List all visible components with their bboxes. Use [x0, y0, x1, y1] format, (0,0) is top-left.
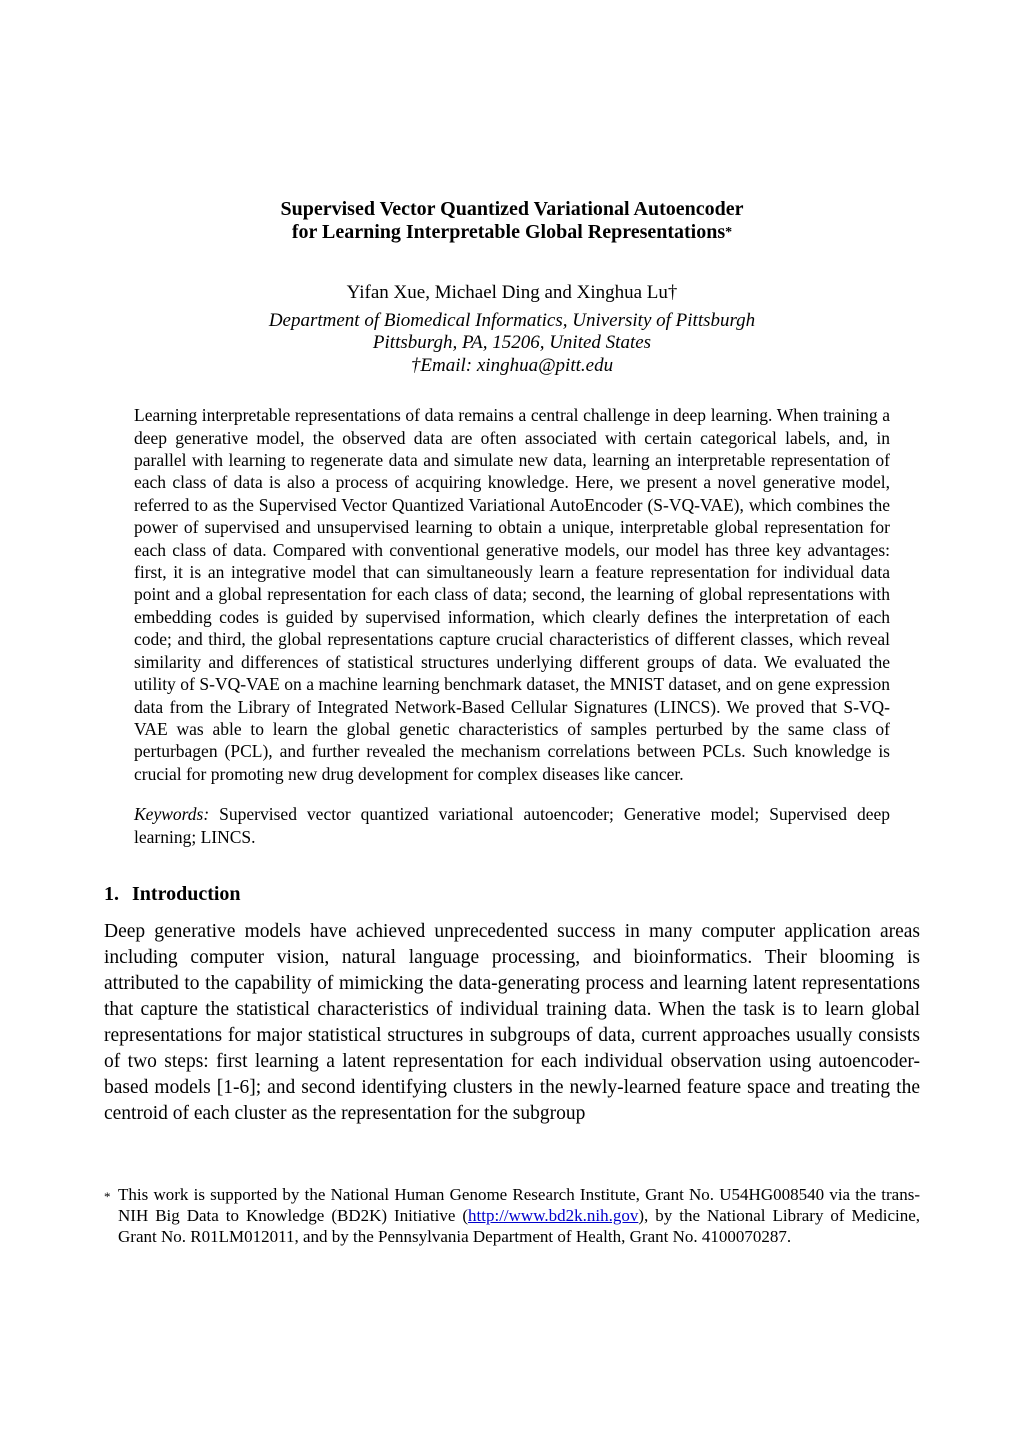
keywords [134, 803, 890, 849]
title-footnote-marker: * [725, 225, 733, 240]
affiliation-email: †Email: xinghua@pitt.edu [410, 354, 614, 376]
authors-line: Yifan Xue, Michael Ding and Xinghua Lu† [346, 282, 678, 303]
footnote-marker: * [104, 1189, 111, 1204]
footnote-text-before: This work is supported by the National Human Genome Research Institute, Grant No. U54HG008540 via the trans-NIH Big Data to Knowledge (BD2K) Initiative ( [118, 1185, 920, 1225]
affiliation-line2: Pittsburgh, PA, 15206, United States [372, 332, 652, 354]
paper-title-line2-text: for Learning Interpretable Global Representations [291, 221, 726, 243]
bd2k-link[interactable]: http://www.bd2k.nih.gov [468, 1206, 639, 1225]
section-1-number: 1. [104, 883, 119, 906]
intro-paragraph: Deep generative models have achieved unprecedented success in many computer application areas including computer vision, natural language processing, and bioinformatics. Their blooming is attributed to the capability of mimicking the data-generating process and learning latent representations that capture the statistical characteristics of individual training data. When the task is to learn global representations for major statistical structures in subgroups of data, current approaches usually consists of two steps: first learning a latent representation for each individual observation using autoencoder-based models [1-6]; and second identifying clusters in the newly-learned feature space and treating the centroid of each cluster as the representation for the subgroup [104, 921, 920, 1125]
abstract-paragraph: Learning interpretable representations of data remains a central challenge in deep learning. When training a deep generative model, the observed data are often associated with certain categorical labels, and, in parallel with learning to regenerate data and simulate new data, learning an interpretable representation of each class of data is also a process of acquiring knowledge. Here, we present a novel generative model, referred to as the Supervised Vector Quantized Variational AutoEncoder (S-VQ-VAE), which combines the power of supervised and unsupervised learning to obtain a unique, interpretable global representation for each class of data. Compared with conventional generative models, our model has three key advantages: first, it is an integrative model that can simultaneously learn a feature representation for individual data point and a global representation for each class of data; second, the learning of global representations with embedding codes is guided by supervised information, which clearly defines the interpretation of each code; and third, the global representations capture crucial characteristics of different classes, which reveal similarity and differences of statistical structures underlying different groups of data. We evaluated the utility of S-VQ-VAE on a machine learning benchmark dataset, the MNIST dataset, and on gene expression data from the Library of Integrated Network-Based Cellular Signatures (LINCS). We proved that S-VQ-VAE was able to learn the global genetic characteristics of samples perturbed by the same class of perturbagen (PCL), and further revealed the mechanism correlations between PCLs. Such knowledge is crucial for promoting new drug development for complex diseases like cancer. [134, 405, 890, 784]
keywords-text: Supervised vector quantized variational autoencoder; Generative model; Supervised deep learning; LINCS. [134, 804, 890, 848]
footnote-text-after: ), by the National Library of Medicine, Grant No. R01LM012011, and by the Pennsylvania Department of Health, Grant No. 4100070287. [118, 1206, 921, 1246]
paper-title-line1: Supervised Vector Quantized Variational Autoencoder [280, 198, 744, 220]
section-1-heading [104, 882, 920, 906]
keywords-label: Keywords: [134, 804, 210, 825]
affiliation-line1: Department of Biomedical Informatics, University of Pittsburgh [268, 310, 756, 331]
section-1-title: Introduction [132, 883, 241, 906]
footnote [104, 1184, 920, 1247]
paper-title [104, 198, 920, 244]
paper-title-line2 [104, 221, 920, 244]
affiliation-block [104, 310, 920, 377]
